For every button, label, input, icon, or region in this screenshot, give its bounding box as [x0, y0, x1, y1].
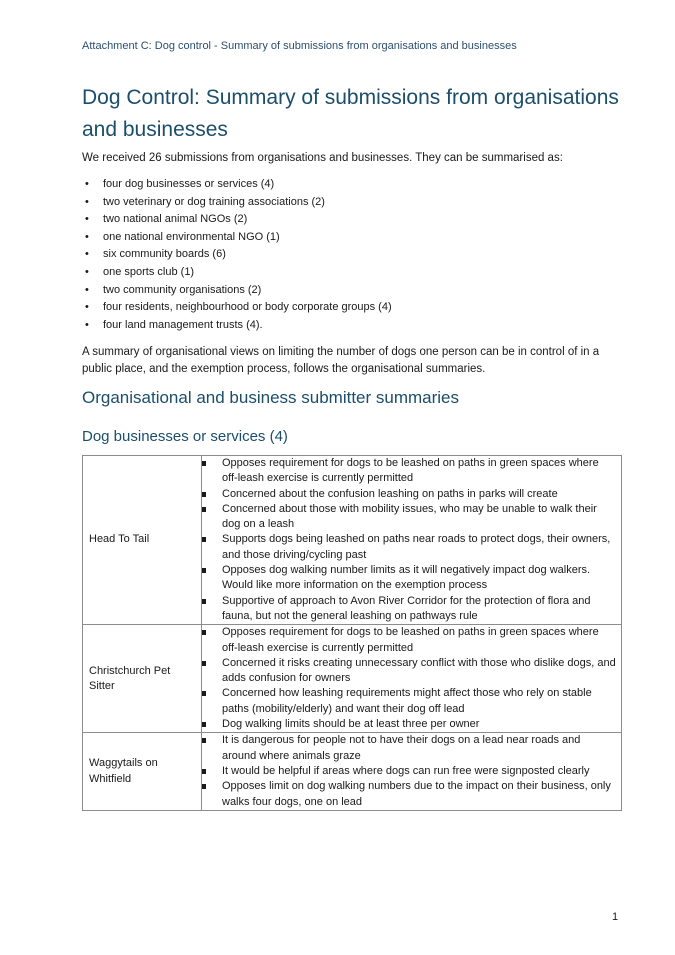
- table-row: [83, 733, 622, 810]
- submitter-name: Head To Tail: [83, 456, 202, 625]
- bullet-icon: [202, 691, 206, 696]
- bullet-icon: [202, 492, 206, 497]
- bullet-icon: [202, 507, 206, 512]
- bullet-icon: •: [85, 248, 89, 261]
- list-item: Concerned about those with mobility issues, who may be unable to walk their dog on a leash: [202, 502, 617, 533]
- table-row: [83, 625, 622, 733]
- running-header: Attachment C: Dog control - Summary of submissions from organisations and businesses: [82, 40, 517, 52]
- list-item: • one national environmental NGO (1): [82, 229, 642, 247]
- section-heading: Organisational and business submitter summaries: [82, 388, 460, 407]
- submitter-name: Christchurch Pet Sitter: [83, 625, 202, 733]
- bullet-icon: [202, 630, 206, 635]
- bullet-icon: •: [85, 195, 89, 208]
- bullet-icon: •: [85, 265, 89, 278]
- list-item: Opposes dog walking number limits as it will negatively impact dog walkers. Would like more information on the exemption process: [202, 563, 617, 594]
- submitter-points: [202, 456, 622, 625]
- list-item: • two national animal NGOs (2): [82, 211, 642, 229]
- list-item: • four residents, neighbourhood or body corporate groups (4): [82, 299, 642, 317]
- bullet-icon: [202, 784, 206, 789]
- list-item: • two community organisations (2): [82, 282, 642, 300]
- bullet-icon: [202, 568, 206, 573]
- submitter-table: [82, 455, 622, 811]
- list-item: Supportive of approach to Avon River Corridor for the protection of flora and fauna, but not the general leashing on pathways rule: [202, 594, 617, 625]
- submitter-name: Waggytails on Whitfield: [83, 733, 202, 810]
- bullet-icon: •: [85, 178, 89, 190]
- list-item: It is dangerous for people not to have their dogs on a lead near roads and around where animals graze: [202, 733, 617, 764]
- bullet-icon: •: [85, 230, 89, 243]
- bullet-icon: [202, 738, 206, 743]
- bullet-icon: [202, 722, 206, 727]
- bullet-icon: [202, 461, 206, 466]
- list-item: • six community boards (6): [82, 246, 642, 264]
- submitter-points: [202, 625, 622, 733]
- list-item: Concerned how leashing requirements might affect those who rely on stable paths (mobility/elderly) and want their dog off lead: [202, 686, 617, 717]
- bullet-icon: [202, 661, 206, 666]
- list-item: Opposes requirement for dogs to be leashed on paths in green spaces where off-leash exercise is currently permitted: [202, 625, 617, 656]
- bullet-icon: [202, 769, 206, 774]
- submitter-points: [202, 733, 622, 810]
- bullet-icon: [202, 537, 206, 542]
- list-item: Dog walking limits should be at least three per owner: [202, 717, 617, 732]
- bullet-icon: •: [85, 283, 89, 296]
- bullet-icon: [202, 599, 206, 604]
- subsection-heading: Dog businesses or services (4): [82, 428, 288, 445]
- list-item: Opposes requirement for dogs to be leashed on paths in green spaces where off-leash exercise is currently permitted: [202, 456, 617, 487]
- summary-paragraph: A summary of organisational views on limiting the number of dogs one person can be in control of in a public place, and the exemption process, follows the organisational summaries.: [82, 346, 600, 375]
- list-item: Opposes limit on dog walking numbers due to the impact on their business, only walks four dogs, one on lead: [202, 779, 617, 810]
- list-item: It would be helpful if areas where dogs can run free were signposted clearly: [202, 764, 617, 779]
- list-item: Supports dogs being leashed on paths near roads to protect dogs, their owners, and those driving/cycling past: [202, 532, 617, 563]
- submission-category-list: [82, 176, 642, 334]
- intro-paragraph: We received 26 submissions from organisations and businesses. They can be summarised as:: [82, 152, 563, 164]
- list-item: • four land management trusts (4).: [82, 317, 642, 335]
- list-item: Concerned about the confusion leashing on paths in parks will create: [202, 487, 617, 502]
- list-item: • two veterinary or dog training associations (2): [82, 194, 642, 212]
- page-number: 1: [612, 911, 619, 923]
- list-item: • one sports club (1): [82, 264, 642, 282]
- page-title: Dog Control: Summary of submissions from organisations and businesses: [82, 86, 619, 141]
- bullet-icon: •: [85, 213, 89, 226]
- table-row: [83, 456, 622, 625]
- bullet-icon: •: [85, 318, 89, 331]
- list-item: Concerned it risks creating unnecessary conflict with those who dislike dogs, and adds confusion for owners: [202, 656, 617, 687]
- bullet-icon: •: [85, 301, 89, 314]
- list-item: • four dog businesses or services (4): [82, 176, 642, 194]
